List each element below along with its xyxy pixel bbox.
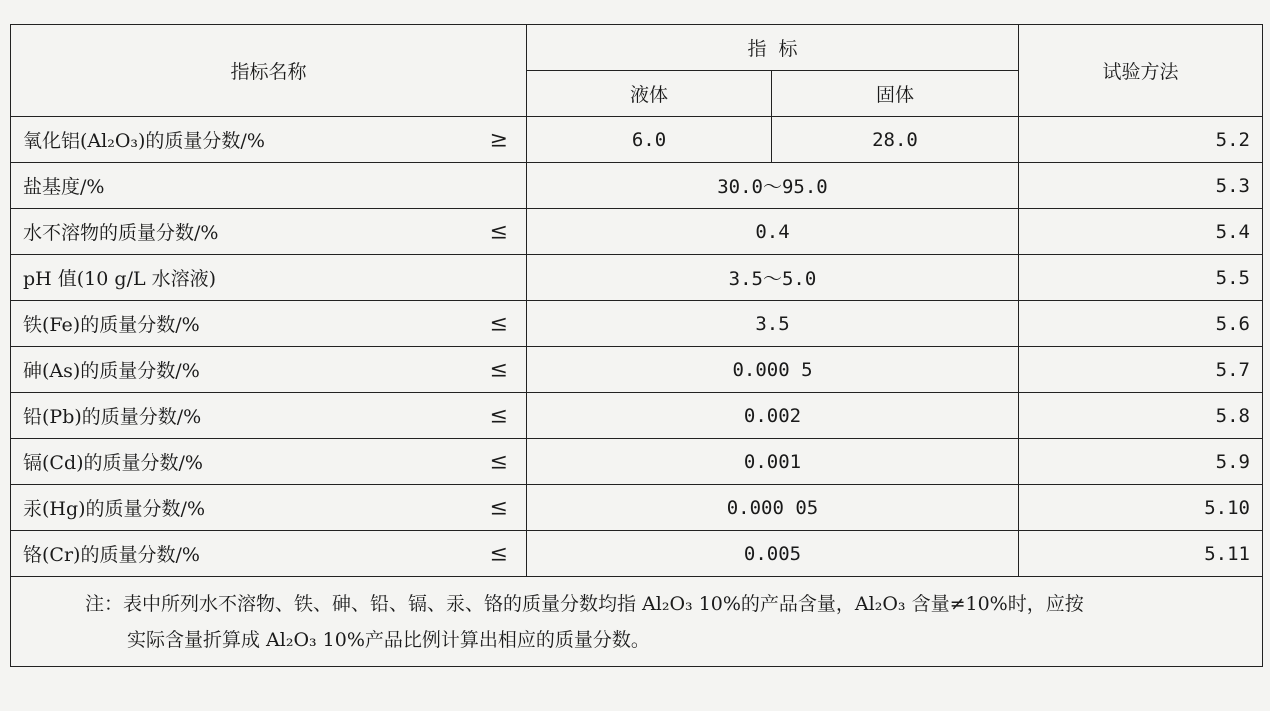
row-method: 5.2 [1019, 117, 1263, 163]
table-row [11, 439, 1263, 485]
row-name-cell [11, 117, 527, 163]
row-value: 3.5～5.0 [527, 255, 1019, 301]
row-value: 0.002 [527, 393, 1019, 439]
row-name: 镉(Cd)的质量分数/% [23, 452, 203, 474]
row-method: 5.6 [1019, 301, 1263, 347]
row-method: 5.5 [1019, 255, 1263, 301]
table-row [11, 163, 1263, 209]
row-name: 氧化铝(Al₂O₃)的质量分数/% [23, 130, 265, 152]
row-value: 0.4 [527, 209, 1019, 255]
row-name: 水不溶物的质量分数/% [23, 222, 219, 244]
table-row [11, 531, 1263, 577]
row-name: 汞(Hg)的质量分数/% [23, 498, 206, 520]
row-method: 5.8 [1019, 393, 1263, 439]
header-indicator: 指 标 [527, 25, 1019, 71]
table-row [11, 301, 1263, 347]
row-solid-value: 28.0 [772, 117, 1019, 163]
row-name-cell [11, 439, 527, 485]
row-method: 5.3 [1019, 163, 1263, 209]
row-value: 30.0～95.0 [527, 163, 1019, 209]
row-name: 铬(Cr)的质量分数/% [23, 544, 200, 566]
row-symbol: ≤ [489, 495, 508, 520]
row-name-cell [11, 485, 527, 531]
row-value: 3.5 [527, 301, 1019, 347]
note-cell [11, 577, 1263, 667]
row-name-cell [11, 255, 527, 301]
row-method: 5.9 [1019, 439, 1263, 485]
header-indicator-name: 指标名称 [11, 25, 527, 117]
row-name-cell [11, 347, 527, 393]
row-method: 5.4 [1019, 209, 1263, 255]
table-row [11, 117, 1263, 163]
header-test-method: 试验方法 [1019, 25, 1263, 117]
row-name: 盐基度/% [23, 176, 105, 198]
row-symbol: ≤ [489, 403, 508, 428]
header-row-1 [11, 25, 1263, 71]
row-value: 0.001 [527, 439, 1019, 485]
table-row [11, 485, 1263, 531]
row-name: 铅(Pb)的质量分数/% [23, 406, 202, 428]
row-name: 砷(As)的质量分数/% [23, 360, 200, 382]
note-line-2: 实际含量折算成 Al₂O₃ 10%产品比例计算出相应的质量分数。 [127, 628, 650, 651]
row-name-cell [11, 301, 527, 347]
row-symbol: ≤ [489, 449, 508, 474]
row-symbol: ≤ [489, 541, 508, 566]
row-method: 5.7 [1019, 347, 1263, 393]
row-symbol: ≤ [489, 219, 508, 244]
table-row [11, 255, 1263, 301]
table-row [11, 393, 1263, 439]
row-name-cell [11, 531, 527, 577]
header-solid: 固体 [772, 71, 1019, 117]
row-value: 0.000 05 [527, 485, 1019, 531]
row-symbol: ≤ [489, 311, 508, 336]
row-value: 0.005 [527, 531, 1019, 577]
row-method: 5.11 [1019, 531, 1263, 577]
row-symbol: ≤ [489, 357, 508, 382]
note-line-1: 注：表中所列水不溶物、铁、砷、铅、镉、汞、铬的质量分数均指 Al₂O₃ 10%的产品含量，Al₂O₃ 含量≠10%时，应按 [85, 592, 1084, 615]
row-value: 0.000 5 [527, 347, 1019, 393]
row-name-cell [11, 163, 527, 209]
table-row [11, 209, 1263, 255]
row-method: 5.10 [1019, 485, 1263, 531]
row-symbol: ≥ [489, 127, 508, 152]
specification-table [10, 24, 1263, 667]
row-name-cell [11, 393, 527, 439]
row-name-cell [11, 209, 527, 255]
row-liquid-value: 6.0 [527, 117, 772, 163]
header-liquid: 液体 [527, 71, 772, 117]
row-name: pH 值(10 g/L 水溶液) [23, 268, 217, 290]
note-row [11, 577, 1263, 667]
row-name: 铁(Fe)的质量分数/% [23, 314, 200, 336]
table-row [11, 347, 1263, 393]
